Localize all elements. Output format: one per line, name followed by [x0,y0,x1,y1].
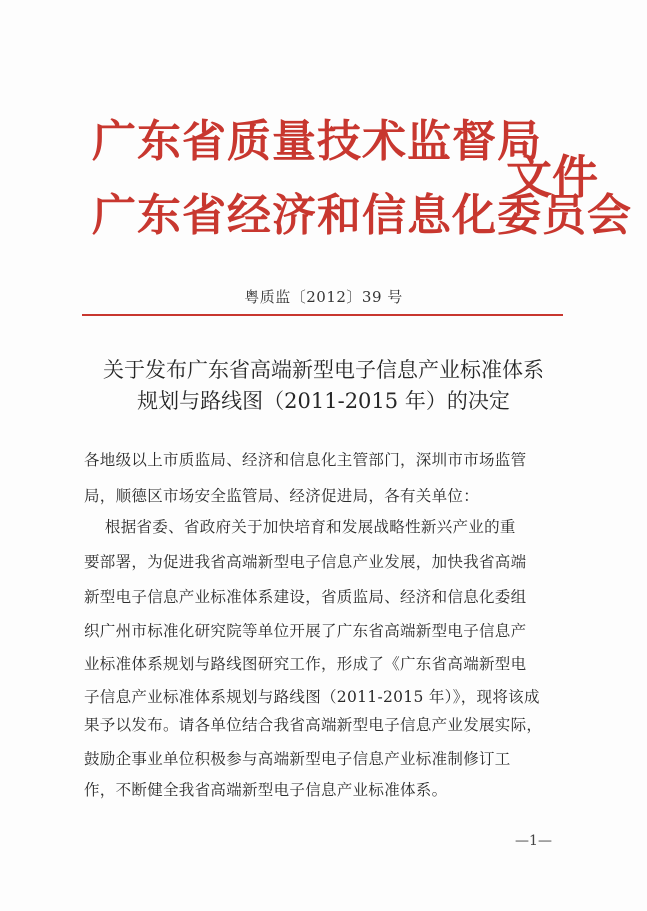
body-line: 业标准体系规划与路线图研究工作，形成了《广东省高端新型电 [84,655,527,673]
body-line: 鼓励企事业单位积极参与高端新型电子信息产业标准制修订工 [84,750,511,768]
title-line-2: 规划与路线图（2011-2015 年）的决定 [137,389,510,413]
body-line: 要部署，为促进我省高端新型电子信息产业发展，加快我省高端 [84,553,527,571]
document-number: 粤质监〔2012〕39 号 [244,288,403,306]
body-line: 作，不断健全我省高端新型电子信息产业标准体系。 [84,781,448,799]
page-number: —1— [515,833,552,849]
title-line-1: 关于发布广东省高端新型电子信息产业标准体系 [103,358,544,382]
body-line: 新型电子信息产业标准体系建设，省质监局、经济和信息化委组 [84,588,527,606]
body-line: 局，顺德区市场安全监管局、经济促进局，各有关单位： [84,487,480,505]
body-line: 根据省委、省政府关于加快培育和发展战略性新兴产业的重 [84,518,516,536]
document-suffix: 文件 [506,150,598,204]
issuer-line-2: 广东省经济和信息化委员会 [92,190,632,241]
body-line: 果予以发布。请各单位结合我省高端新型电子信息产业发展实际， [84,716,543,734]
body-line: 各地级以上市质监局、经济和信息化主管部门，深圳市市场监管 [84,451,527,469]
body-line: 织广州市标准化研究院等单位开展了广东省高端新型电子信息产 [84,622,527,640]
header-divider [82,314,563,316]
issuer-line-1: 广东省质量技术监督局 [92,116,542,167]
body-line: 子信息产业标准体系规划与路线图（2011-2015 年）》，现将该成 [84,688,540,706]
